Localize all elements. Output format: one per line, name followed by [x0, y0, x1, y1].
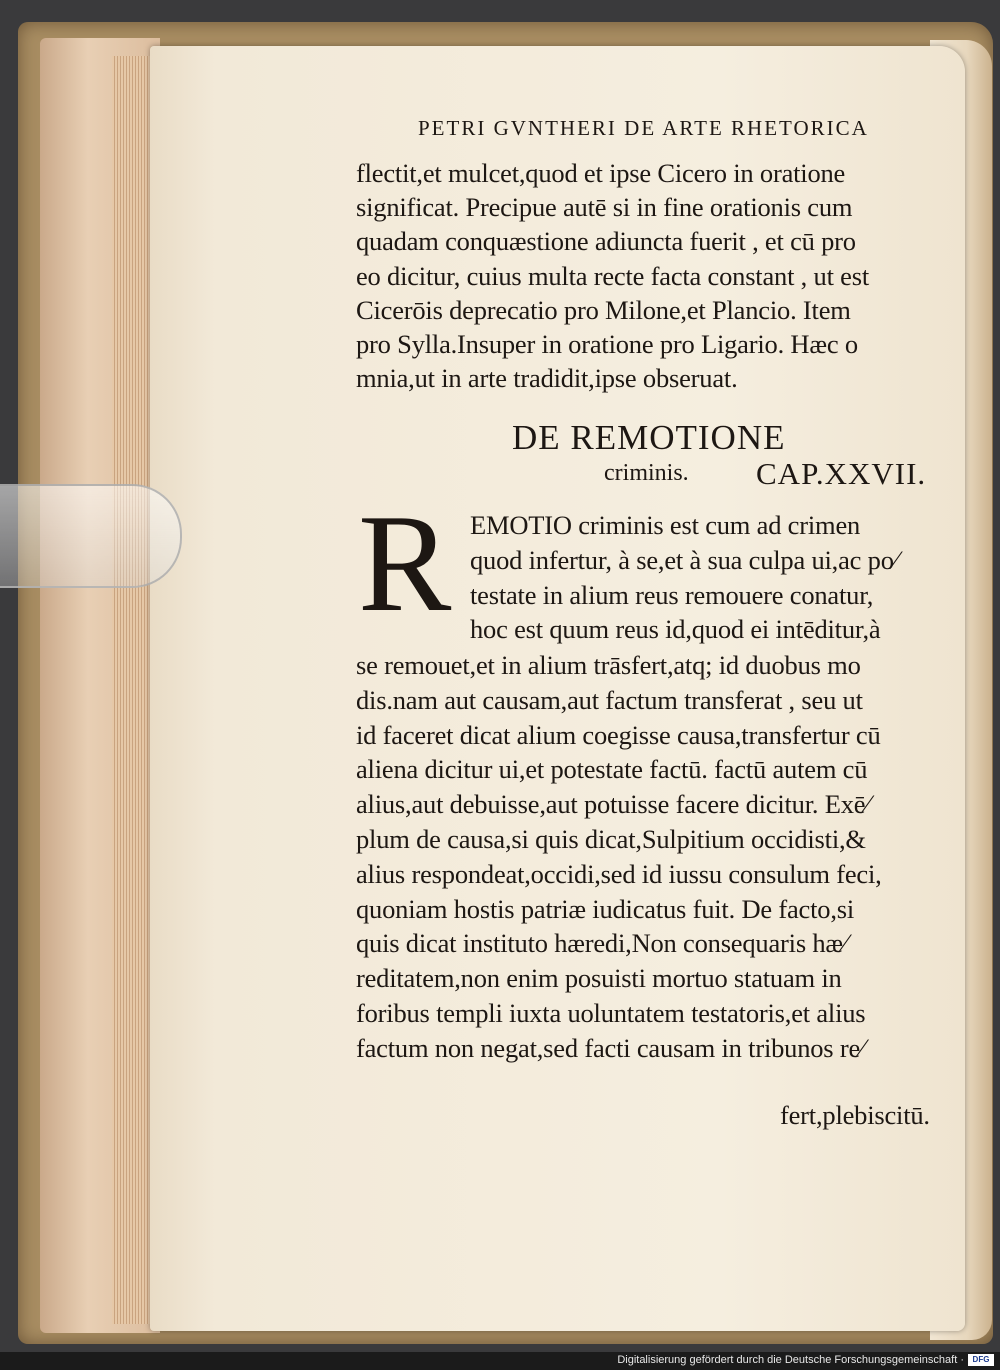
text-line: EMOTIO criminis est cum ad crimen: [470, 510, 861, 540]
text-line: hoc est quum reus id,quod ei intēditur,à: [470, 614, 881, 645]
text-line: foribus templi iuxta uoluntatem testatoris,et alius: [356, 998, 866, 1028]
text-line: aliena dicitur ui,et potestate factū. factū autem cū: [356, 754, 868, 785]
last-line: fert,plebiscitū.: [780, 1100, 930, 1130]
text-line: pro Sylla.Insuper in oratione pro Ligario. Hæc o: [356, 329, 858, 359]
running-head: PETRI GVNTHERI DE ARTE RHETORICA: [418, 116, 869, 140]
text-line: quis dicat instituto hæredi,Non consequaris hæ⁄: [356, 928, 848, 959]
text-line: quod infertur, à se,et à sua culpa ui,ac po⁄: [470, 544, 898, 575]
chapter-subtitle: criminis.: [604, 460, 689, 486]
drop-cap-initial: R: [358, 486, 452, 641]
footer-credit: Digitalisierung gefördert durch die Deutsche Forschungsgemeinschaft ·: [617, 1354, 964, 1366]
text-line: reditatem,non enim posuisti mortuo statuam in: [356, 963, 842, 994]
text-line: plum de causa,si quis dicat,Sulpitium occidisti,&: [356, 824, 866, 854]
text-line: alius respondeat,occidi,sed id iussu consulum feci,: [356, 858, 882, 889]
page-clip: [0, 484, 182, 588]
text-line: se remouet,et in alium trāsfert,atq; id duobus mo: [356, 650, 861, 680]
dfg-logo: DFG: [968, 1354, 994, 1366]
text-line: flectit,et mulcet,quod et ipse Cicero in oratione: [356, 158, 846, 188]
text-line: mnia,ut in arte tradidit,ipse obseruat.: [356, 363, 738, 394]
text-line: quoniam hostis patriæ iudicatus fuit. De facto,si: [356, 893, 855, 924]
text-line: factum non negat,sed facti causam in tribunos re⁄: [356, 1032, 865, 1063]
text-line: dis.nam aut causam,aut factum transferat , seu ut: [356, 684, 863, 715]
text-line: quadam conquæstione adiuncta fuerit , et cū pro: [356, 226, 856, 257]
chapter-title: DE REMOTIONE: [512, 418, 786, 457]
text-line: id faceret dicat alium coegisse causa,transfertur cū: [356, 719, 881, 750]
text-line: testate in alium reus remouere conatur,: [470, 579, 874, 610]
chapter-number: CAP.XXVII.: [756, 456, 927, 491]
text-line: alius,aut debuisse,aut potuisse facere dicitur. Exē⁄: [356, 789, 870, 820]
text-line: significat. Precipue autē si in fine orationis cum: [356, 192, 853, 223]
text-line: eo dicitur, cuius multa recte facta constant , ut est: [356, 260, 869, 291]
text-line: Cicerōis deprecatio pro Milone,et Plancio. Item: [356, 294, 851, 325]
